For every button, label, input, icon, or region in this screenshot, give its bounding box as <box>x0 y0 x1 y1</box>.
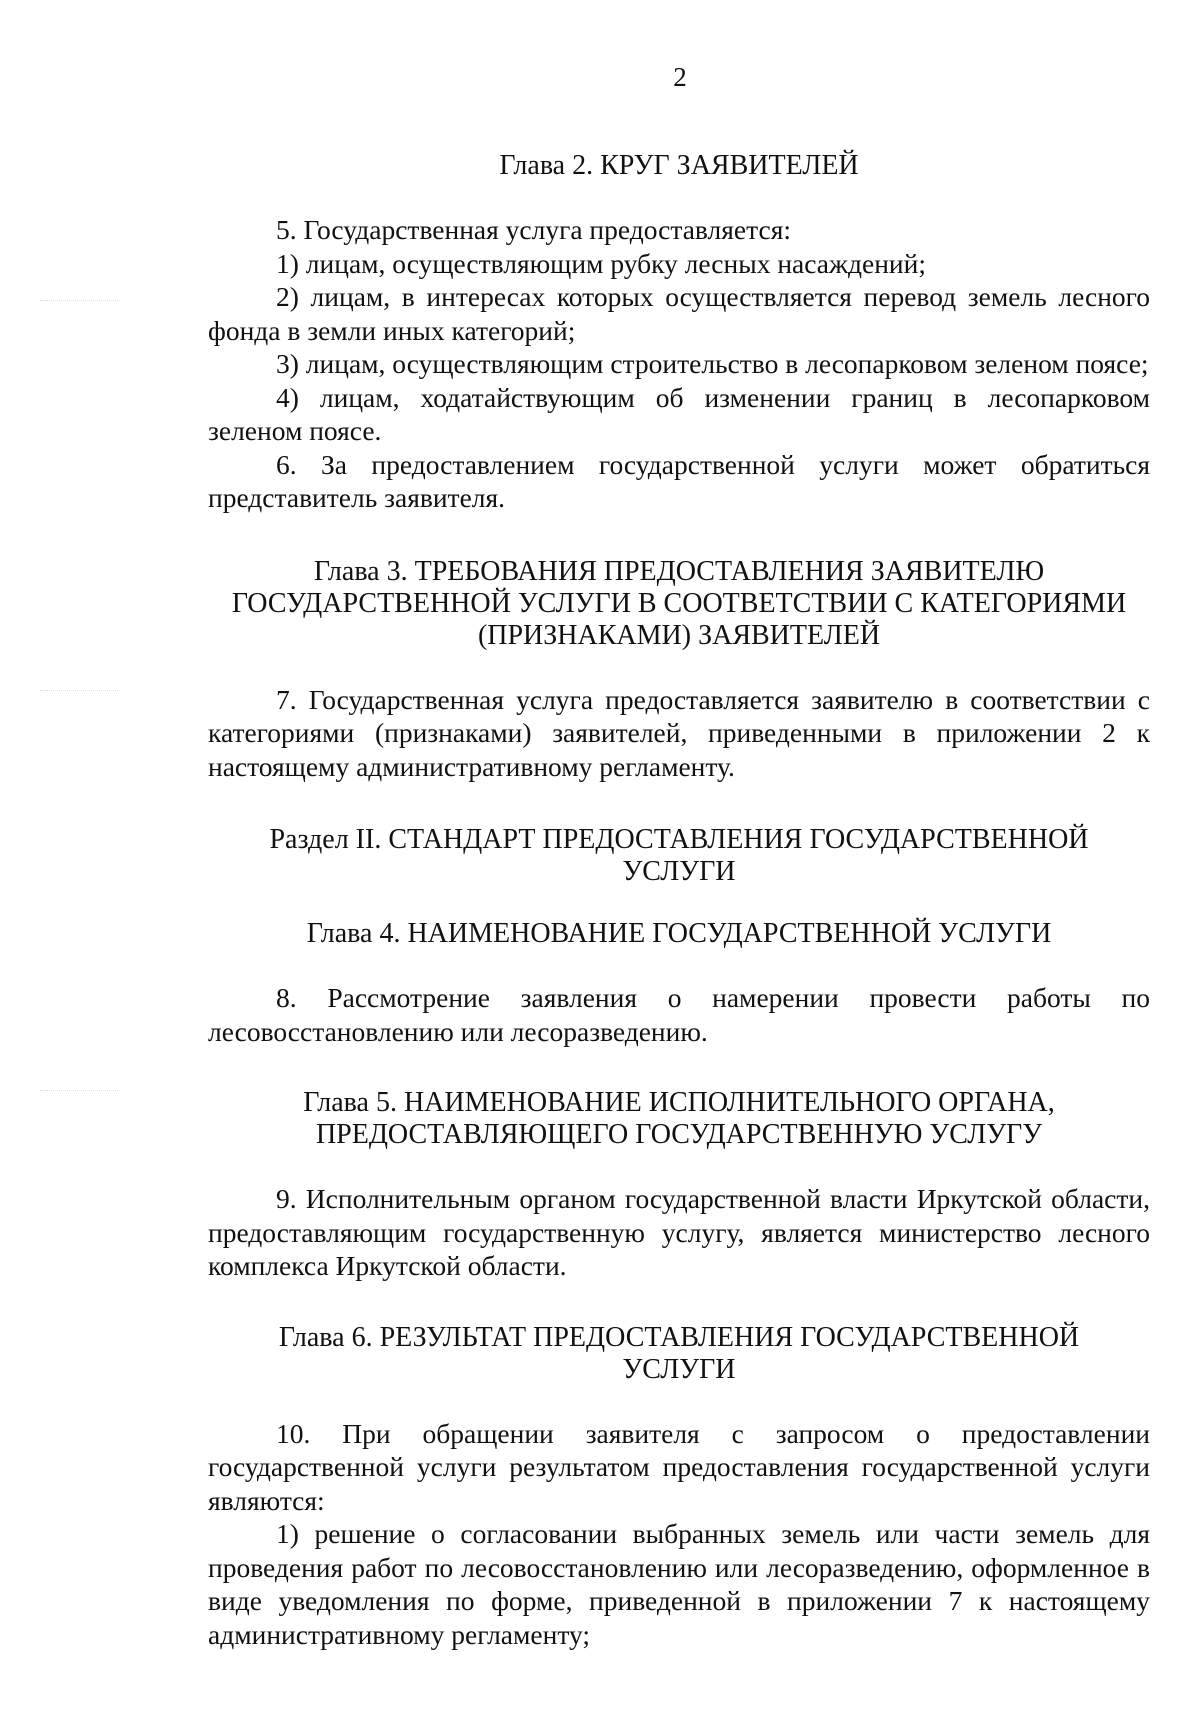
chapter-5-title <box>208 1087 1150 1151</box>
document-body <box>208 150 1150 1651</box>
section-2-title-line-1: Раздел II. СТАНДАРТ ПРЕДОСТАВЛЕНИЯ ГОСУДАРСТВЕННОЙ <box>269 824 1089 855</box>
chapter-3-title-line-2: ГОСУДАРСТВЕННОЙ УСЛУГИ В СООТВЕТСТВИИ С КАТЕГОРИЯМИ <box>231 587 1127 619</box>
chapter-2 <box>208 150 1150 515</box>
chapter-2-title: Глава 2. КРУГ ЗАЯВИТЕЛЕЙ <box>499 150 859 181</box>
scan-artifact <box>40 1090 120 1093</box>
chapter-6-title <box>208 1322 1150 1386</box>
chapter-5-title-line-1: Глава 5. НАИМЕНОВАНИЕ ИСПОЛНИТЕЛЬНОГО ОРГАНА, <box>303 1087 1055 1118</box>
chapter-6-title-line-1: Глава 6. РЕЗУЛЬТАТ ПРЕДОСТАВЛЕНИЯ ГОСУДАРСТВЕННОЙ <box>278 1321 1080 1353</box>
chapter-4-title: Глава 4. НАИМЕНОВАНИЕ ГОСУДАРСТВЕННОЙ УСЛУГИ <box>306 918 1052 949</box>
scan-artifact <box>40 300 120 303</box>
paragraph-9: 9. Исполнительным органом государственной власти Иркутской области, предоставляющим государственную услугу, является министерство лесного комплекса Иркутской области. <box>208 1183 1150 1281</box>
chapter-5 <box>208 1087 1150 1283</box>
paragraph-5-item-3: 3) лицам, осуществляющим строительство в лесопарковом зеленом поясе; <box>276 348 1149 379</box>
paragraph-5-item-2: 2) лицам, в интересах которых осуществляется перевод земель лесного фонда в земли иных категорий; <box>208 281 1150 346</box>
chapter-6-title-line-2: УСЛУГИ <box>622 1353 736 1385</box>
chapter-3-title-line-1: Глава 3. ТРЕБОВАНИЯ ПРЕДОСТАВЛЕНИЯ ЗАЯВИТЕЛЮ <box>313 555 1045 587</box>
paragraph-10-item-1: 1) решение о согласовании выбранных земель или части земель для проведения работ по лесовосстановлению или лесоразведению, оформленное в виде уведомления по форме, приведенной в приложении 7 к настоящему административному регламенту; <box>208 1518 1150 1650</box>
chapter-3 <box>208 556 1150 784</box>
paragraph-10: 10. При обращении заявителя с запросом о предоставлении государственной услуги результатом предоставления государственной услуги являются: <box>208 1417 1150 1516</box>
page-number: 2 <box>673 62 687 92</box>
paragraph-5-item-1: 1) лицам, осуществляющим рубку лесных насаждений; <box>276 247 926 279</box>
scan-artifact <box>40 690 120 693</box>
chapter-4 <box>208 918 1150 1048</box>
chapter-3-title <box>208 556 1150 652</box>
paragraph-8: 8. Рассмотрение заявления о намерении провести работы по лесовосстановлению или лесоразведению. <box>208 982 1150 1047</box>
chapter-6 <box>208 1322 1150 1652</box>
section-2-title-line-2: УСЛУГИ <box>622 856 736 887</box>
paragraph-6: 6. За предоставлением государственной услуги может обратиться представитель заявителя. <box>208 448 1150 513</box>
chapter-3-title-line-3: (ПРИЗНАКАМИ) ЗАЯВИТЕЛЕЙ <box>477 619 881 651</box>
section-2-title <box>208 824 1150 888</box>
paragraph-5-item-4: 4) лицам, ходатайствующим об изменении границ в лесопарковом зеленом поясе. <box>208 381 1150 446</box>
section-2 <box>208 824 1150 888</box>
chapter-5-title-line-2: ПРЕДОСТАВЛЯЮЩЕГО ГОСУДАРСТВЕННУЮ УСЛУГУ <box>315 1119 1043 1150</box>
paragraph-5: 5. Государственная услуга предоставляется: <box>276 214 791 245</box>
paragraph-7: 7. Государственная услуга предоставляется заявителю в соответствии с категориями (признаками) заявителей, приведенными в приложении 2 к настоящему административному регламенту. <box>208 683 1150 782</box>
